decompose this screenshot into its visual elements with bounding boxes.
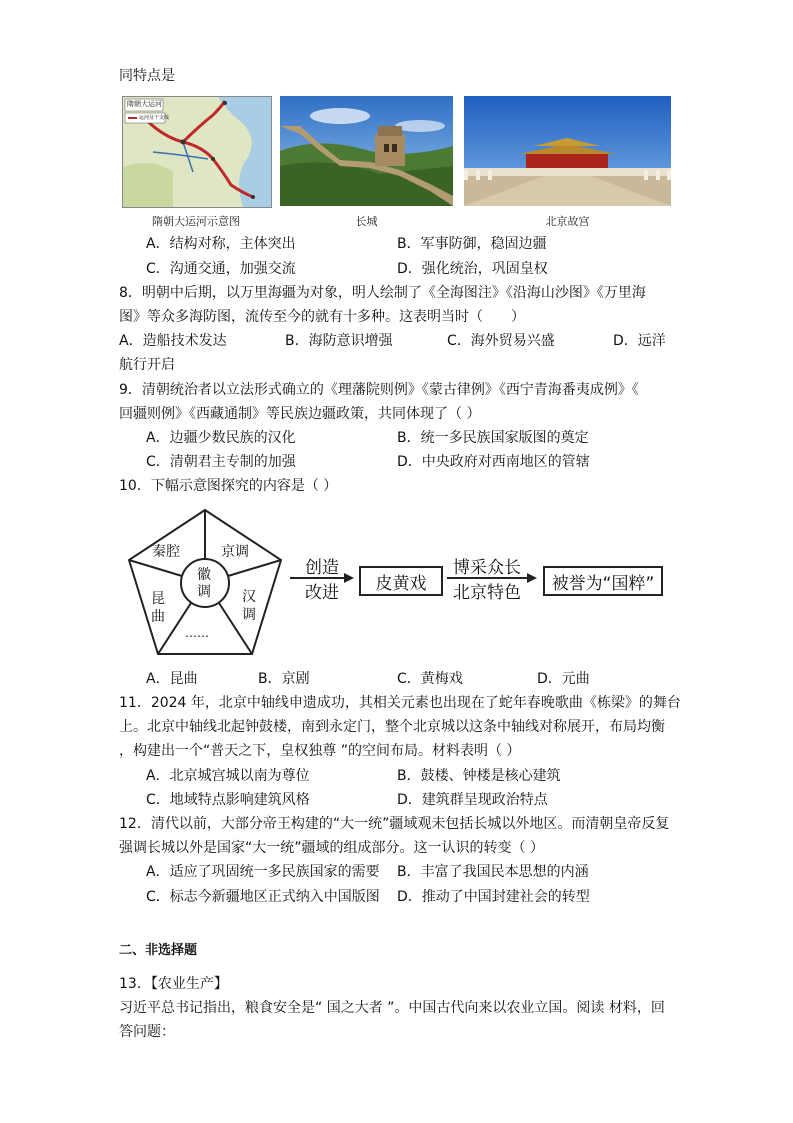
- arrow2-label-top: 博采众长: [453, 558, 521, 578]
- q12-option-b: B．丰富了我国民本思想的内涵: [397, 864, 589, 880]
- arrow1-label-top: 创造: [305, 558, 339, 578]
- q11-option-a: A．北京城宫城以南为尊位: [146, 768, 310, 784]
- opera-diagram: [125, 508, 670, 658]
- forbidden-city-image: [464, 96, 671, 206]
- q11-stem-line1: 11．2024 年，北京中轴线申遗成功，其相关元素也出现在了蛇年春晚歌曲《栋梁》的舞台: [119, 695, 681, 711]
- pentagon-bottom: ……: [185, 626, 209, 640]
- q7-option-a: A．结构对称，主体突出: [146, 236, 296, 252]
- header-line: 同特点是: [119, 68, 175, 84]
- box-pihuang: 皮黄戏: [359, 566, 443, 596]
- map-title: 隋朝大运河: [127, 100, 162, 108]
- box-guocui: 被誉为“国粹”: [543, 566, 663, 596]
- q8-stem-line1: 8．明朝中后期，以万里海疆为对象，明人绘制了《全海图注》《沿海山沙图》《万里海: [119, 285, 646, 301]
- q11-stem-line2: 上。北京中轴线北起钟鼓楼，南到永定门，整个北京城以这条中轴线对称展开，布局均衡: [119, 719, 665, 735]
- q9-option-a: A．边疆少数民族的汉化: [146, 430, 296, 446]
- q7-option-c: C．沟通交通，加强交流: [146, 261, 296, 277]
- q8-option-a: A．造船技术发达: [119, 333, 227, 349]
- q10-option-d: D．元曲: [537, 671, 590, 687]
- q9-option-c: C．清朝君主专制的加强: [146, 454, 296, 470]
- q12-stem-line1: 12．清代以前，大部分帝王构建的“大一统”疆域观未包括长城以外地区。而清朝皇帝反复: [119, 816, 670, 832]
- arrow1-icon: [290, 572, 354, 584]
- canal-map-caption: 隋朝大运河示意图: [152, 215, 240, 228]
- q8-option-d-wrap: 航行开启: [119, 357, 175, 373]
- q13-stem-line2: 答问题：: [119, 1024, 175, 1040]
- q12-stem-line2: 强调长城以外是国家“大一统”疆域的组成部分。这一认识的转变（ ）: [119, 840, 544, 856]
- q10-option-b: B．京剧: [258, 671, 310, 687]
- canal-map-image: [122, 96, 272, 208]
- q9-stem-line2: 回疆则例》《西藏通制》等民族边疆政策，共同体现了（ ）: [119, 406, 481, 422]
- q8-stem-line2: 图》等众多海防图，流传至今的就有十多种。这表明当时（ ）: [119, 309, 525, 325]
- q7-option-b: B．军事防御，稳固边疆: [397, 236, 547, 252]
- q13-stem-line1: 习近平总书记指出，粮食安全是“ 国之大者 ”。中国古代向来以农业立国。阅读 材料，回: [119, 1000, 665, 1016]
- pentagon-center: 徽调: [197, 567, 211, 600]
- pentagon-left: 昆曲: [151, 591, 165, 625]
- forbidden-city-caption: 北京故宫: [545, 215, 590, 228]
- q7-option-d: D．强化统治，巩固皇权: [397, 261, 548, 277]
- q11-option-c: C．地域特点影响建筑风格: [146, 792, 310, 808]
- q9-stem-line1: 9．清朝统治者以立法形式确立的《理藩院则例》《蒙古律例》《西宁青海番夷成例》《: [119, 382, 639, 398]
- great-wall-caption: 长城: [355, 215, 378, 228]
- pentagon-top-left: 秦腔: [152, 544, 180, 560]
- q12-option-d: D．推动了中国封建社会的转型: [397, 889, 590, 905]
- q8-option-b: B．海防意识增强: [285, 333, 393, 349]
- great-wall-image: [280, 96, 453, 206]
- q9-option-b: B．统一多民族国家版图的奠定: [397, 430, 589, 446]
- arrow2-label-bottom: 北京特色: [453, 583, 521, 603]
- q10-option-a: A．昆曲: [146, 671, 198, 687]
- pentagon-right: 汉调: [242, 589, 256, 623]
- q8-option-c: C．海外贸易兴盛: [447, 333, 555, 349]
- q10-option-c: C．黄梅戏: [397, 671, 463, 687]
- q10-stem: 10．下幅示意图探究的内容是（ ）: [119, 478, 338, 494]
- q11-option-b: B．鼓楼、钟楼是核心建筑: [397, 768, 561, 784]
- q13-title: 13．【农业生产】: [119, 976, 228, 992]
- pentagon-top-right: 京调: [221, 544, 249, 560]
- q8-option-d: D．远洋: [613, 333, 666, 349]
- q12-option-a: A．适应了巩固统一多民族国家的需要: [146, 864, 380, 880]
- arrow2-icon: [447, 572, 537, 584]
- map-legend: 运河及干支线: [139, 115, 170, 121]
- section-heading: 二、非选择题: [119, 943, 198, 958]
- arrow1-label-bottom: 改进: [305, 583, 339, 603]
- q11-stem-line3: ，构建出一个“普天之下，皇权独尊 ”的空间布局。材料表明（ ）: [119, 743, 521, 759]
- q11-option-d: D．建筑群呈现政治特点: [397, 792, 548, 808]
- q12-option-c: C．标志今新疆地区正式纳入中国版图: [146, 889, 380, 905]
- q9-option-d: D．中央政府对西南地区的管辖: [397, 454, 590, 470]
